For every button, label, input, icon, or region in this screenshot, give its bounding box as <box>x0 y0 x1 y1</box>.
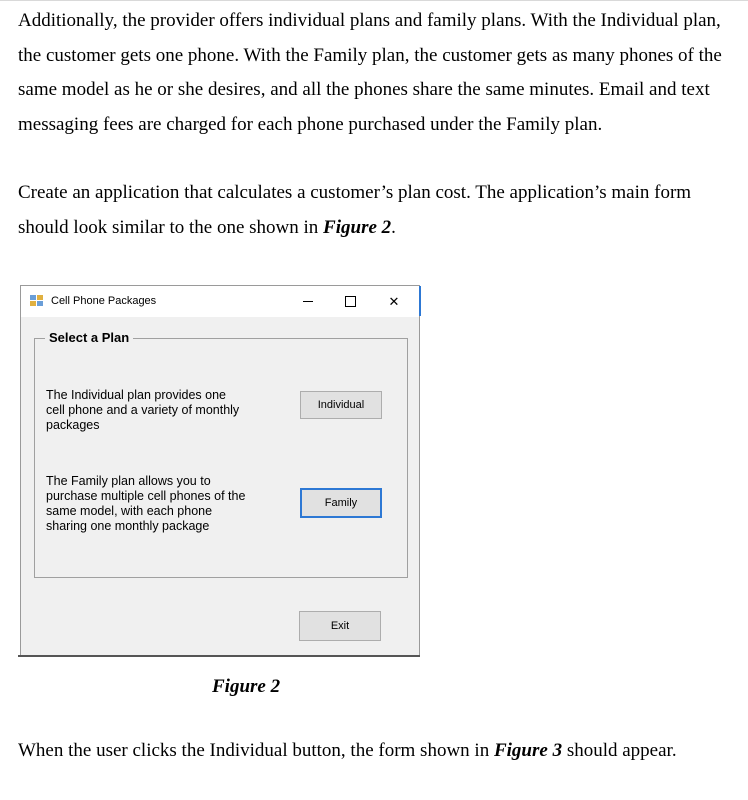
individual-plan-description: The Individual plan provides one cell phone and a variety of monthly packages <box>46 388 240 432</box>
window-title: Cell Phone Packages <box>51 295 157 307</box>
maximize-button[interactable] <box>329 286 371 317</box>
window-titlebar[interactable] <box>21 286 419 317</box>
minimize-icon <box>303 301 313 302</box>
app-form-icon <box>30 295 43 306</box>
figure-2-reference: Figure 2 <box>323 216 392 238</box>
close-button[interactable] <box>373 286 415 317</box>
family-button[interactable]: Family <box>300 488 382 518</box>
close-icon: ✕ <box>388 293 400 309</box>
groupbox-title: Select a Plan <box>45 330 133 345</box>
cell-phone-packages-window <box>20 285 420 656</box>
paragraph-individual-click-text: When the user clicks the Individual button, the form shown in <box>18 740 494 761</box>
top-divider <box>0 0 748 1</box>
paragraph-individual-click <box>18 734 738 768</box>
paragraph-create-app <box>18 176 738 245</box>
family-plan-description: The Family plan allows you to purchase multiple cell phones of the same model, with each phone sharing one monthly package <box>46 474 246 533</box>
exit-button[interactable]: Exit <box>299 611 381 641</box>
paragraph-individual-click-end: should appear. <box>562 740 677 761</box>
figure-caption: Figure 2 <box>212 676 281 697</box>
paragraph-create-app-text: Create an application that calculates a customer’s plan cost. The application’s main form should look similar to the one shown in <box>18 182 692 238</box>
paragraph-plans: Additionally, the provider offers individual plans and family plans. With the Individual plan, the customer gets one phone. With the Family plan, the customer gets as many phones of the same model as he or she desires, and all the phones share the same minutes. Email and text messaging fees are charged for each phone purchased under the Family plan. <box>18 10 722 135</box>
select-plan-groupbox <box>34 330 408 578</box>
minimize-button[interactable] <box>287 286 329 317</box>
individual-button[interactable]: Individual <box>300 391 382 419</box>
maximize-icon <box>345 296 356 307</box>
figure-3-reference: Figure 3 <box>493 740 563 761</box>
paragraph-create-app-end: . <box>391 216 396 238</box>
screenshot-cut-edge <box>18 655 420 657</box>
window-accent-edge <box>419 286 421 316</box>
